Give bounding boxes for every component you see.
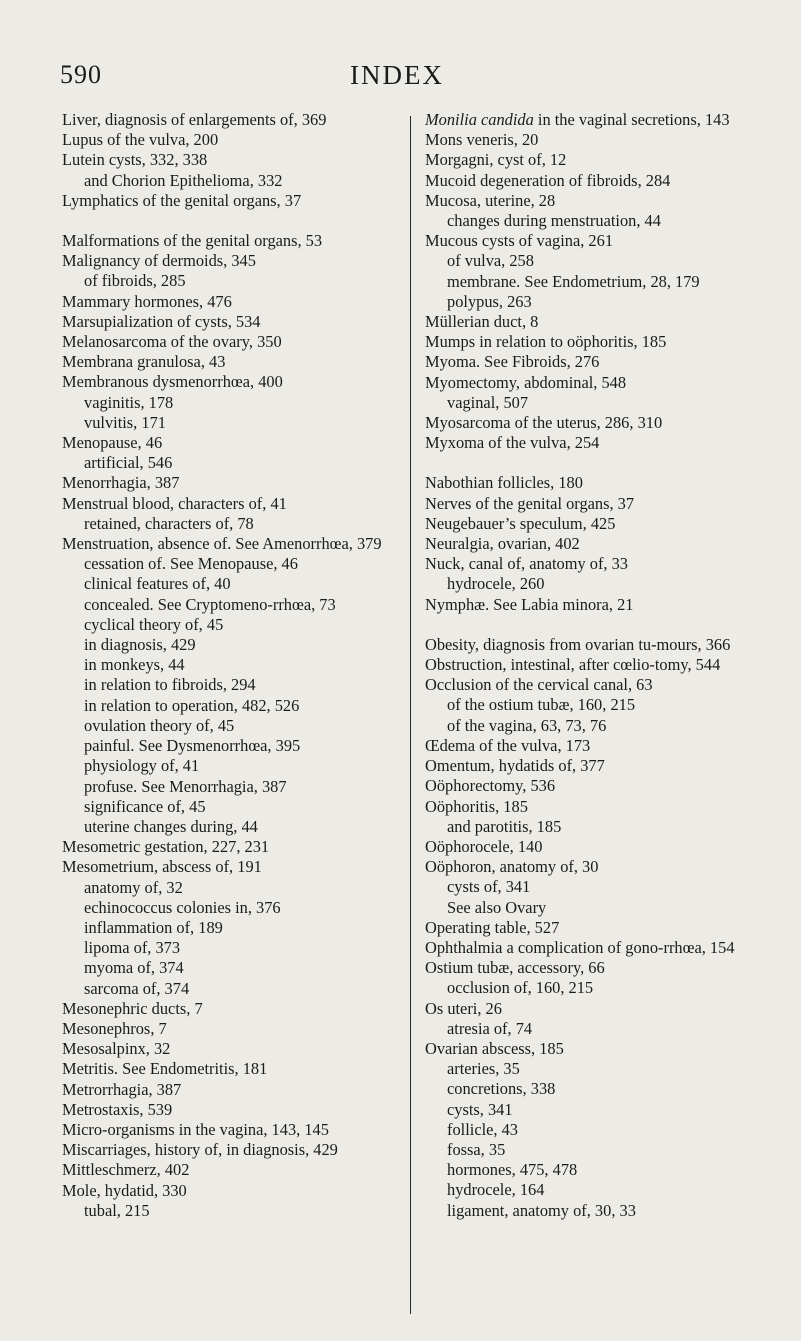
index-entry: Mucous cysts of vagina, 261: [425, 231, 614, 251]
index-entry: Ophthalmia a complication of gono-rrhœa, 154: [425, 937, 735, 957]
index-entry: Metrorrhagia, 387: [62, 1079, 182, 1099]
index-entry: Mesosalpinx, 32: [62, 1039, 171, 1059]
index-entry: Mole, hydatid, 330: [62, 1180, 187, 1200]
index-entry: Menopause, 46: [62, 433, 163, 453]
index-entry: Lupus of the vulva, 200: [62, 130, 219, 150]
index-entry: Metrostaxis, 539: [62, 1099, 173, 1119]
index-entry: Membrana granulosa, 43: [62, 352, 226, 372]
index-subentry: retained, characters of, 78: [84, 513, 254, 533]
index-subentry: inflammation of, 189: [84, 917, 223, 937]
index-subentry: concretions, 338: [447, 1079, 556, 1099]
index-entry: Liver, diagnosis of enlargements of, 369: [62, 110, 327, 129]
index-entry: Neugebauer’s speculum, 425: [425, 513, 616, 533]
index-entry: Oöphoritis, 185: [425, 796, 528, 816]
index-entry: Obesity, diagnosis from ovarian tu-mours, 366: [425, 634, 731, 654]
index-column-right: [425, 110, 750, 1221]
index-subentry: hormones, 475, 478: [447, 1160, 578, 1180]
index-entry: Obstruction, intestinal, after cœlio-tomy, 544: [425, 655, 721, 675]
index-subentry: polypus, 263: [447, 291, 532, 311]
index-subentry: and Chorion Epithelioma, 332: [84, 170, 283, 190]
index-entry: Oöphoron, anatomy of, 30: [425, 857, 599, 877]
index-entry: Malformations of the genital organs, 53: [62, 231, 323, 251]
index-subentry: hydrocele, 260: [447, 574, 545, 594]
index-entry: Menstruation, absence of. See Amenorrhœa, 379: [62, 534, 382, 554]
index-subentry: sarcoma of, 374: [84, 978, 190, 998]
index-subentry: uterine changes during, 44: [84, 816, 258, 836]
index-entry: Œdema of the vulva, 173: [425, 735, 591, 755]
index-subentry: painful. See Dysmenorrhœa, 395: [84, 736, 301, 756]
index-subentry: ovulation theory of, 45: [84, 715, 235, 735]
index-subentry: of fibroids, 285: [84, 271, 186, 291]
index-entry: Marsupialization of cysts, 534: [62, 311, 261, 331]
index-entry: Mittleschmerz, 402: [62, 1160, 190, 1180]
index-entry: Morgagni, cyst of, 12: [425, 150, 567, 170]
index-entry: Menorrhagia, 387: [62, 473, 180, 493]
index-subentry: arteries, 35: [447, 1059, 520, 1079]
index-entry: Oöphorectomy, 536: [425, 776, 556, 796]
index-subentry: artificial, 546: [84, 453, 173, 473]
index-entry: Malignancy of dermoids, 345: [62, 251, 256, 271]
index-subentry: vaginitis, 178: [84, 392, 174, 412]
index-subentry: in monkeys, 44: [84, 655, 185, 675]
index-subentry: cessation of. See Menopause, 46: [84, 554, 298, 574]
index-entry: Micro-organisms in the vagina, 143, 145: [62, 1119, 329, 1139]
index-entry: Myxoma of the vulva, 254: [425, 433, 600, 453]
page-title: INDEX: [350, 60, 444, 90]
index-subentry: cyclical theory of, 45: [84, 614, 224, 634]
index-subentry: of vulva, 258: [447, 251, 534, 271]
page-number: 590: [60, 60, 102, 89]
index-subentry: hydrocele, 164: [447, 1180, 545, 1200]
index-entry: Membranous dysmenorrhœa, 400: [62, 372, 283, 392]
index-entry: Nymphæ. See Labia minora, 21: [425, 594, 634, 614]
entry-text: in the vaginal secretions, 143: [533, 110, 730, 129]
index-subentry: fossa, 35: [447, 1139, 506, 1159]
index-entry: Miscarriages, history of, in diagnosis, 429: [62, 1140, 338, 1160]
index-entry: Mesometric gestation, 227, 231: [62, 837, 270, 857]
index-subentry: changes during menstruation, 44: [447, 211, 661, 231]
index-entry: Ostium tubæ, accessory, 66: [425, 958, 605, 978]
index-subentry: ligament, anatomy of, 30, 33: [447, 1200, 636, 1220]
index-entry: Mumps in relation to oöphoritis, 185: [425, 332, 667, 352]
index-subentry: of the vagina, 63, 73, 76: [447, 715, 607, 735]
index-subentry: vulvitis, 171: [84, 412, 166, 432]
index-subentry: cysts, 341: [447, 1099, 513, 1119]
index-subentry: concealed. See Cryptomeno-rrhœa, 73: [84, 594, 336, 614]
index-subentry: echinococcus colonies in, 376: [84, 897, 281, 917]
index-column-left: [62, 110, 395, 1221]
index-subentry: occlusion of, 160, 215: [447, 978, 594, 998]
index-subentry: See also Ovary: [447, 897, 547, 917]
index-subentry: of the ostium tubæ, 160, 215: [447, 695, 636, 715]
index-subentry: membrane. See Endometrium, 28, 179: [447, 271, 700, 291]
index-entry: Metritis. See Endometritis, 181: [62, 1059, 268, 1079]
index-subentry: vaginal, 507: [447, 392, 529, 412]
index-entry: Müllerian duct, 8: [425, 312, 539, 332]
index-entry: Myomectomy, abdominal, 548: [425, 372, 627, 392]
index-subentry: follicle, 43: [447, 1119, 519, 1139]
index-entry: Mesonephric ducts, 7: [62, 998, 203, 1018]
column-divider: [410, 116, 411, 1314]
index-subentry: anatomy of, 32: [84, 877, 183, 897]
index-entry: Mammary hormones, 476: [62, 291, 232, 311]
index-entry: Lymphatics of the genital organs, 37: [62, 190, 302, 210]
index-subentry: in diagnosis, 429: [84, 635, 196, 655]
index-entry: Os uteri, 26: [425, 998, 502, 1018]
index-subentry: cysts of, 341: [447, 877, 531, 897]
index-entry: Mesometrium, abscess of, 191: [62, 857, 262, 877]
index-entry: Neuralgia, ovarian, 402: [425, 534, 580, 554]
index-subentry: significance of, 45: [84, 796, 206, 816]
index-entry: Omentum, hydatids of, 377: [425, 756, 605, 776]
index-entry: Mucosa, uterine, 28: [425, 190, 556, 210]
index-subentry: clinical features of, 40: [84, 574, 231, 594]
index-entry: Nuck, canal of, anatomy of, 33: [425, 554, 628, 574]
index-entry: Occlusion of the cervical canal, 63: [425, 675, 653, 695]
index-entry: Menstrual blood, characters of, 41: [62, 493, 287, 513]
index-entry: Mesonephros, 7: [62, 1018, 167, 1038]
index-entry: Nabothian follicles, 180: [425, 473, 583, 493]
index-entry: Melanosarcoma of the ovary, 350: [62, 332, 282, 352]
index-subentry: lipoma of, 373: [84, 938, 181, 958]
index-entry: Mons veneris, 20: [425, 130, 539, 150]
entry-italic-term: Monilia candida: [425, 110, 534, 129]
index-entry: [425, 110, 750, 130]
index-entry: Operating table, 527: [425, 917, 560, 937]
index-subentry: in relation to operation, 482, 526: [84, 695, 300, 715]
index-subentry: tubal, 215: [84, 1200, 150, 1220]
index-entry: Oöphorocele, 140: [425, 836, 543, 856]
index-subentry: profuse. See Menorrhagia, 387: [84, 776, 287, 796]
index-subentry: in relation to fibroids, 294: [84, 675, 256, 695]
index-subentry: myoma of, 374: [84, 958, 184, 978]
index-entry: Lutein cysts, 332, 338: [62, 150, 208, 170]
index-subentry: physiology of, 41: [84, 756, 200, 776]
index-entry: Ovarian abscess, 185: [425, 1038, 564, 1058]
index-entry: Nerves of the genital organs, 37: [425, 493, 635, 513]
index-entry: Myoma. See Fibroids, 276: [425, 352, 600, 372]
index-subentry: atresia of, 74: [447, 1018, 533, 1038]
index-entry: Myosarcoma of the uterus, 286, 310: [425, 413, 663, 433]
index-entry: Mucoid degeneration of fibroids, 284: [425, 170, 671, 190]
index-subentry: and parotitis, 185: [447, 816, 562, 836]
